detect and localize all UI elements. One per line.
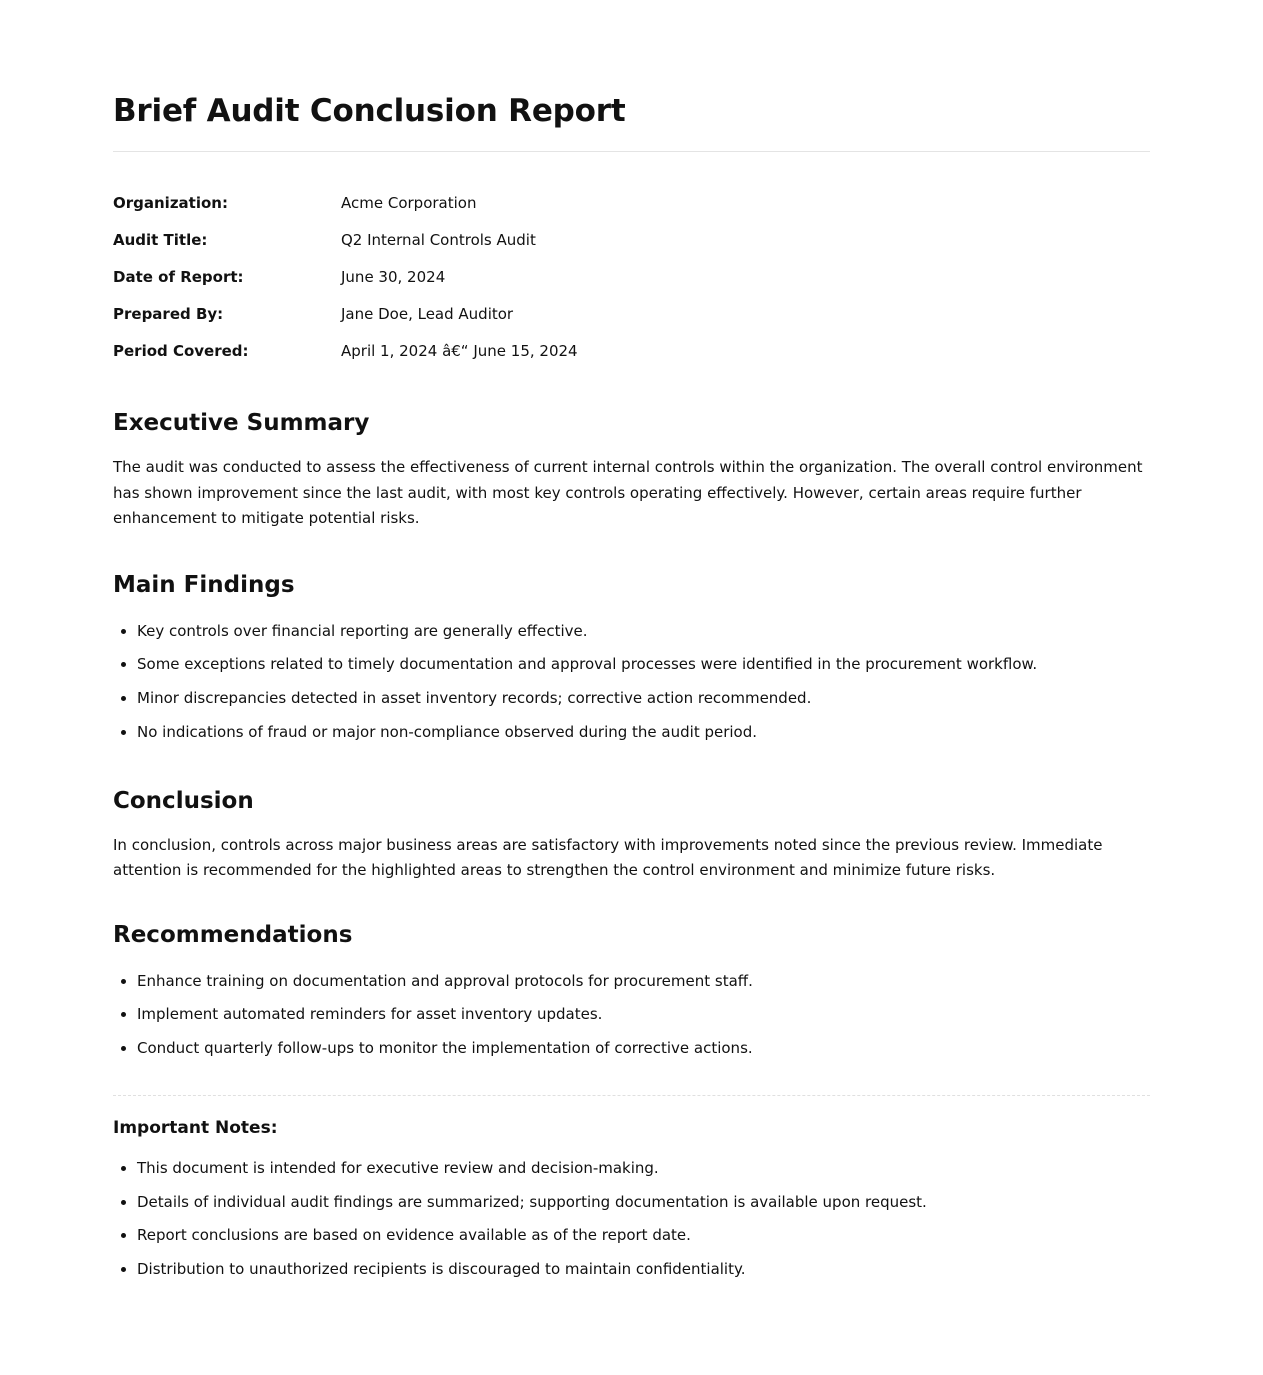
list-item: • This document is intended for executive review and decision-making. [137, 1152, 1150, 1186]
main-findings-heading: Main Findings [113, 571, 295, 598]
meta-value: April 1, 2024 â€“ June 15, 2024 [341, 342, 578, 360]
meta-row-audit-title [113, 222, 1150, 259]
list-item: • Conduct quarterly follow-ups to monitor the implementation of corrective actions. [137, 1032, 1150, 1066]
meta-label: Period Covered: [113, 342, 249, 360]
meta-row-prepared-by [113, 296, 1150, 333]
notes-divider [113, 1095, 1150, 1096]
title-divider [113, 151, 1150, 152]
main-findings-section [113, 568, 1150, 750]
important-notes-heading: Important Notes: [113, 1117, 278, 1138]
meta-label: Prepared By: [113, 305, 224, 323]
executive-summary-heading: Executive Summary [113, 410, 370, 436]
meta-label: Audit Title: [113, 231, 208, 249]
meta-row-date-of-report [113, 259, 1150, 296]
executive-summary-text: The audit was conducted to assess the effectiveness of current internal controls within the organization. The overall control environment has shown improvement since the last audit, with most key controls operating effectively. However, certain areas require further enhancement to mitigate potential risks. [113, 458, 1143, 528]
recommendations-section [113, 918, 1150, 1066]
executive-summary-section [113, 406, 1150, 532]
important-notes-section [113, 1114, 1150, 1287]
conclusion-text: In conclusion, controls across major business areas are satisfactory with improvements noted since the previous review. Immediate attention is recommended for the highlighted areas to strengthen the control environment and minimize future risks. [113, 835, 1103, 880]
report-page [113, 0, 1150, 1287]
list-item: • No indications of fraud or major non-compliance observed during the audit period. [137, 716, 1150, 750]
list-item: • Some exceptions related to timely documentation and approval processes were identified in the procurement workflow. [137, 648, 1150, 682]
meta-label: Date of Report: [113, 268, 244, 286]
meta-value: Q2 Internal Controls Audit [341, 231, 536, 249]
list-item: • Implement automated reminders for asset inventory updates. [137, 998, 1150, 1032]
conclusion-heading: Conclusion [113, 787, 254, 814]
important-notes-list [113, 1152, 1150, 1287]
list-item: • Enhance training on documentation and approval protocols for procurement staff. [137, 965, 1150, 999]
list-item: • Distribution to unauthorized recipients is discouraged to maintain confidentiality. [137, 1253, 1150, 1287]
meta-row-period-covered [113, 333, 1150, 370]
main-findings-list [113, 615, 1150, 750]
meta-value: June 30, 2024 [341, 268, 446, 286]
list-item: • Key controls over financial reporting are generally effective. [137, 615, 1150, 649]
list-item: • Report conclusions are based on evidence available as of the report date. [137, 1219, 1150, 1253]
list-item: • Minor discrepancies detected in asset inventory records; corrective action recommended. [137, 682, 1150, 716]
meta-label: Organization: [113, 194, 228, 212]
recommendations-list [113, 965, 1150, 1066]
conclusion-section [113, 784, 1150, 884]
report-metadata [113, 185, 1150, 370]
meta-value: Acme Corporation [341, 194, 477, 212]
recommendations-heading: Recommendations [113, 921, 353, 948]
list-item: • Details of individual audit findings are summarized; supporting documentation is available upon request. [137, 1186, 1150, 1220]
meta-row-organization [113, 185, 1150, 222]
report-title: Brief Audit Conclusion Report [113, 93, 626, 129]
meta-value: Jane Doe, Lead Auditor [341, 305, 514, 323]
